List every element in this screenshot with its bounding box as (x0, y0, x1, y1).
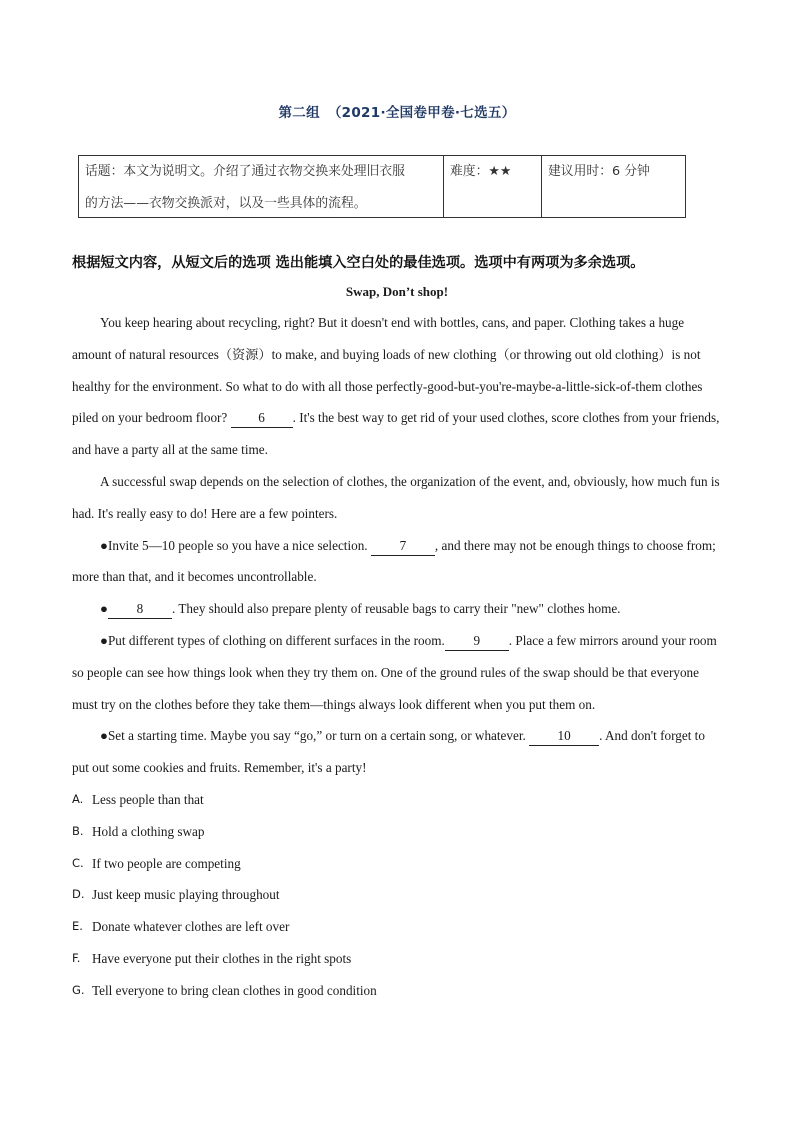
article-body (72, 307, 722, 784)
paragraph-3 (72, 530, 722, 594)
option-letter: C. (72, 855, 84, 870)
option-text: Less people than that (92, 792, 204, 807)
options-list (72, 784, 722, 1007)
time-cell: 建议用时：6 分钟 (548, 164, 650, 179)
paragraph-text: , and there may not be enough things to choose from; more than that, and it becomes uncontrollable. (72, 537, 716, 585)
blank-8[interactable]: 8 (108, 600, 172, 619)
paragraph-4 (72, 593, 722, 625)
option-letter: A. (72, 792, 84, 806)
paragraph-1 (72, 307, 722, 466)
blank-10[interactable]: 10 (529, 727, 599, 746)
blank-9[interactable]: 9 (445, 632, 509, 651)
option-g[interactable] (72, 975, 722, 1007)
option-letter: B. (72, 823, 84, 838)
instruction: 根据短文内容，从短文后的选项 选出能填入空白处的最佳选项。选项中有两项为多余选项。 (72, 255, 645, 271)
option-letter: F. (72, 950, 81, 965)
topic-line-1: 话题：本文为说明文。介绍了通过衣物交换来处理旧衣服 (85, 164, 405, 179)
article-title: Swap, Don’t shop! (345, 284, 449, 299)
blank-7[interactable]: 7 (371, 537, 435, 556)
paragraph-text: ●Put different types of clothing on different surfaces in the room. (100, 632, 445, 648)
paragraph-text: ●Set a starting time. Maybe you say “go,” or turn on a certain song, or whatever. (100, 728, 526, 744)
option-text: Hold a clothing swap (92, 823, 205, 839)
difficulty-cell: 难度：★★ (444, 156, 542, 217)
option-text: Donate whatever clothes are left over (92, 919, 290, 935)
paragraph-text: . It's the best way to get rid of your used clothes, score clothes from your friends, and have a party all at the same time. (72, 410, 720, 458)
option-c[interactable] (72, 848, 722, 880)
option-letter: E. (72, 919, 83, 934)
option-text: Just keep music playing throughout (92, 887, 280, 903)
option-letter: D. (72, 887, 85, 902)
option-text: If two people are competing (92, 855, 241, 871)
option-b[interactable] (72, 816, 722, 848)
topic-cell (79, 156, 444, 217)
paragraph-text: . Place a few mirrors around your room so people can see how things look when they try them on. One of the ground rules of the swap should be that everyone must try on the clothes before they take them—things always look different when you put them on. (72, 632, 717, 712)
paragraph-6 (72, 720, 722, 784)
topic-line-2: 的方法——衣物交换派对，以及一些具体的流程。 (85, 196, 367, 211)
blank-6[interactable]: 6 (231, 409, 293, 428)
option-text: Have everyone put their clothes in the right spots (92, 950, 352, 966)
option-d[interactable] (72, 879, 722, 911)
bullet: ● (100, 601, 108, 617)
option-f[interactable] (72, 943, 722, 975)
paragraph-2: A successful swap depends on the selection of clothes, the organization of the event, and, obviously, how much fun is had. It's really easy to do! Here are a few pointers. (72, 473, 720, 521)
source-label: （2021·全国卷甲卷·七选五） (327, 105, 516, 121)
paragraph-5 (72, 625, 722, 720)
option-text: Tell everyone to bring clean clothes in good condition (92, 982, 377, 998)
paragraph-text: . They should also prepare plenty of reusable bags to carry their "new" clothes home. (171, 601, 621, 617)
option-e[interactable] (72, 911, 722, 943)
page-title (0, 101, 794, 121)
info-table (78, 155, 686, 218)
option-letter: G. (72, 982, 85, 997)
paragraph-text: ●Invite 5—10 people so you have a nice selection. (100, 537, 368, 553)
paragraph-text: You keep hearing about recycling, right? But it doesn't end with bottles, cans, and paper. Clothing takes a huge amount of natural resources（资源）to make, and buying loads of new clothing（or throwing out old clothing）is not healthy for the environment. So what to do with all those perfectly-good-but-you're-maybe-a-little-sick-of-them clothes piled on your bedroom floor? (72, 315, 703, 426)
option-a[interactable] (72, 784, 722, 816)
group-label: 第二组 (278, 105, 320, 121)
paragraph-text: . And don't forget to put out some cookies and fruits. Remember, it's a party! (72, 728, 705, 776)
